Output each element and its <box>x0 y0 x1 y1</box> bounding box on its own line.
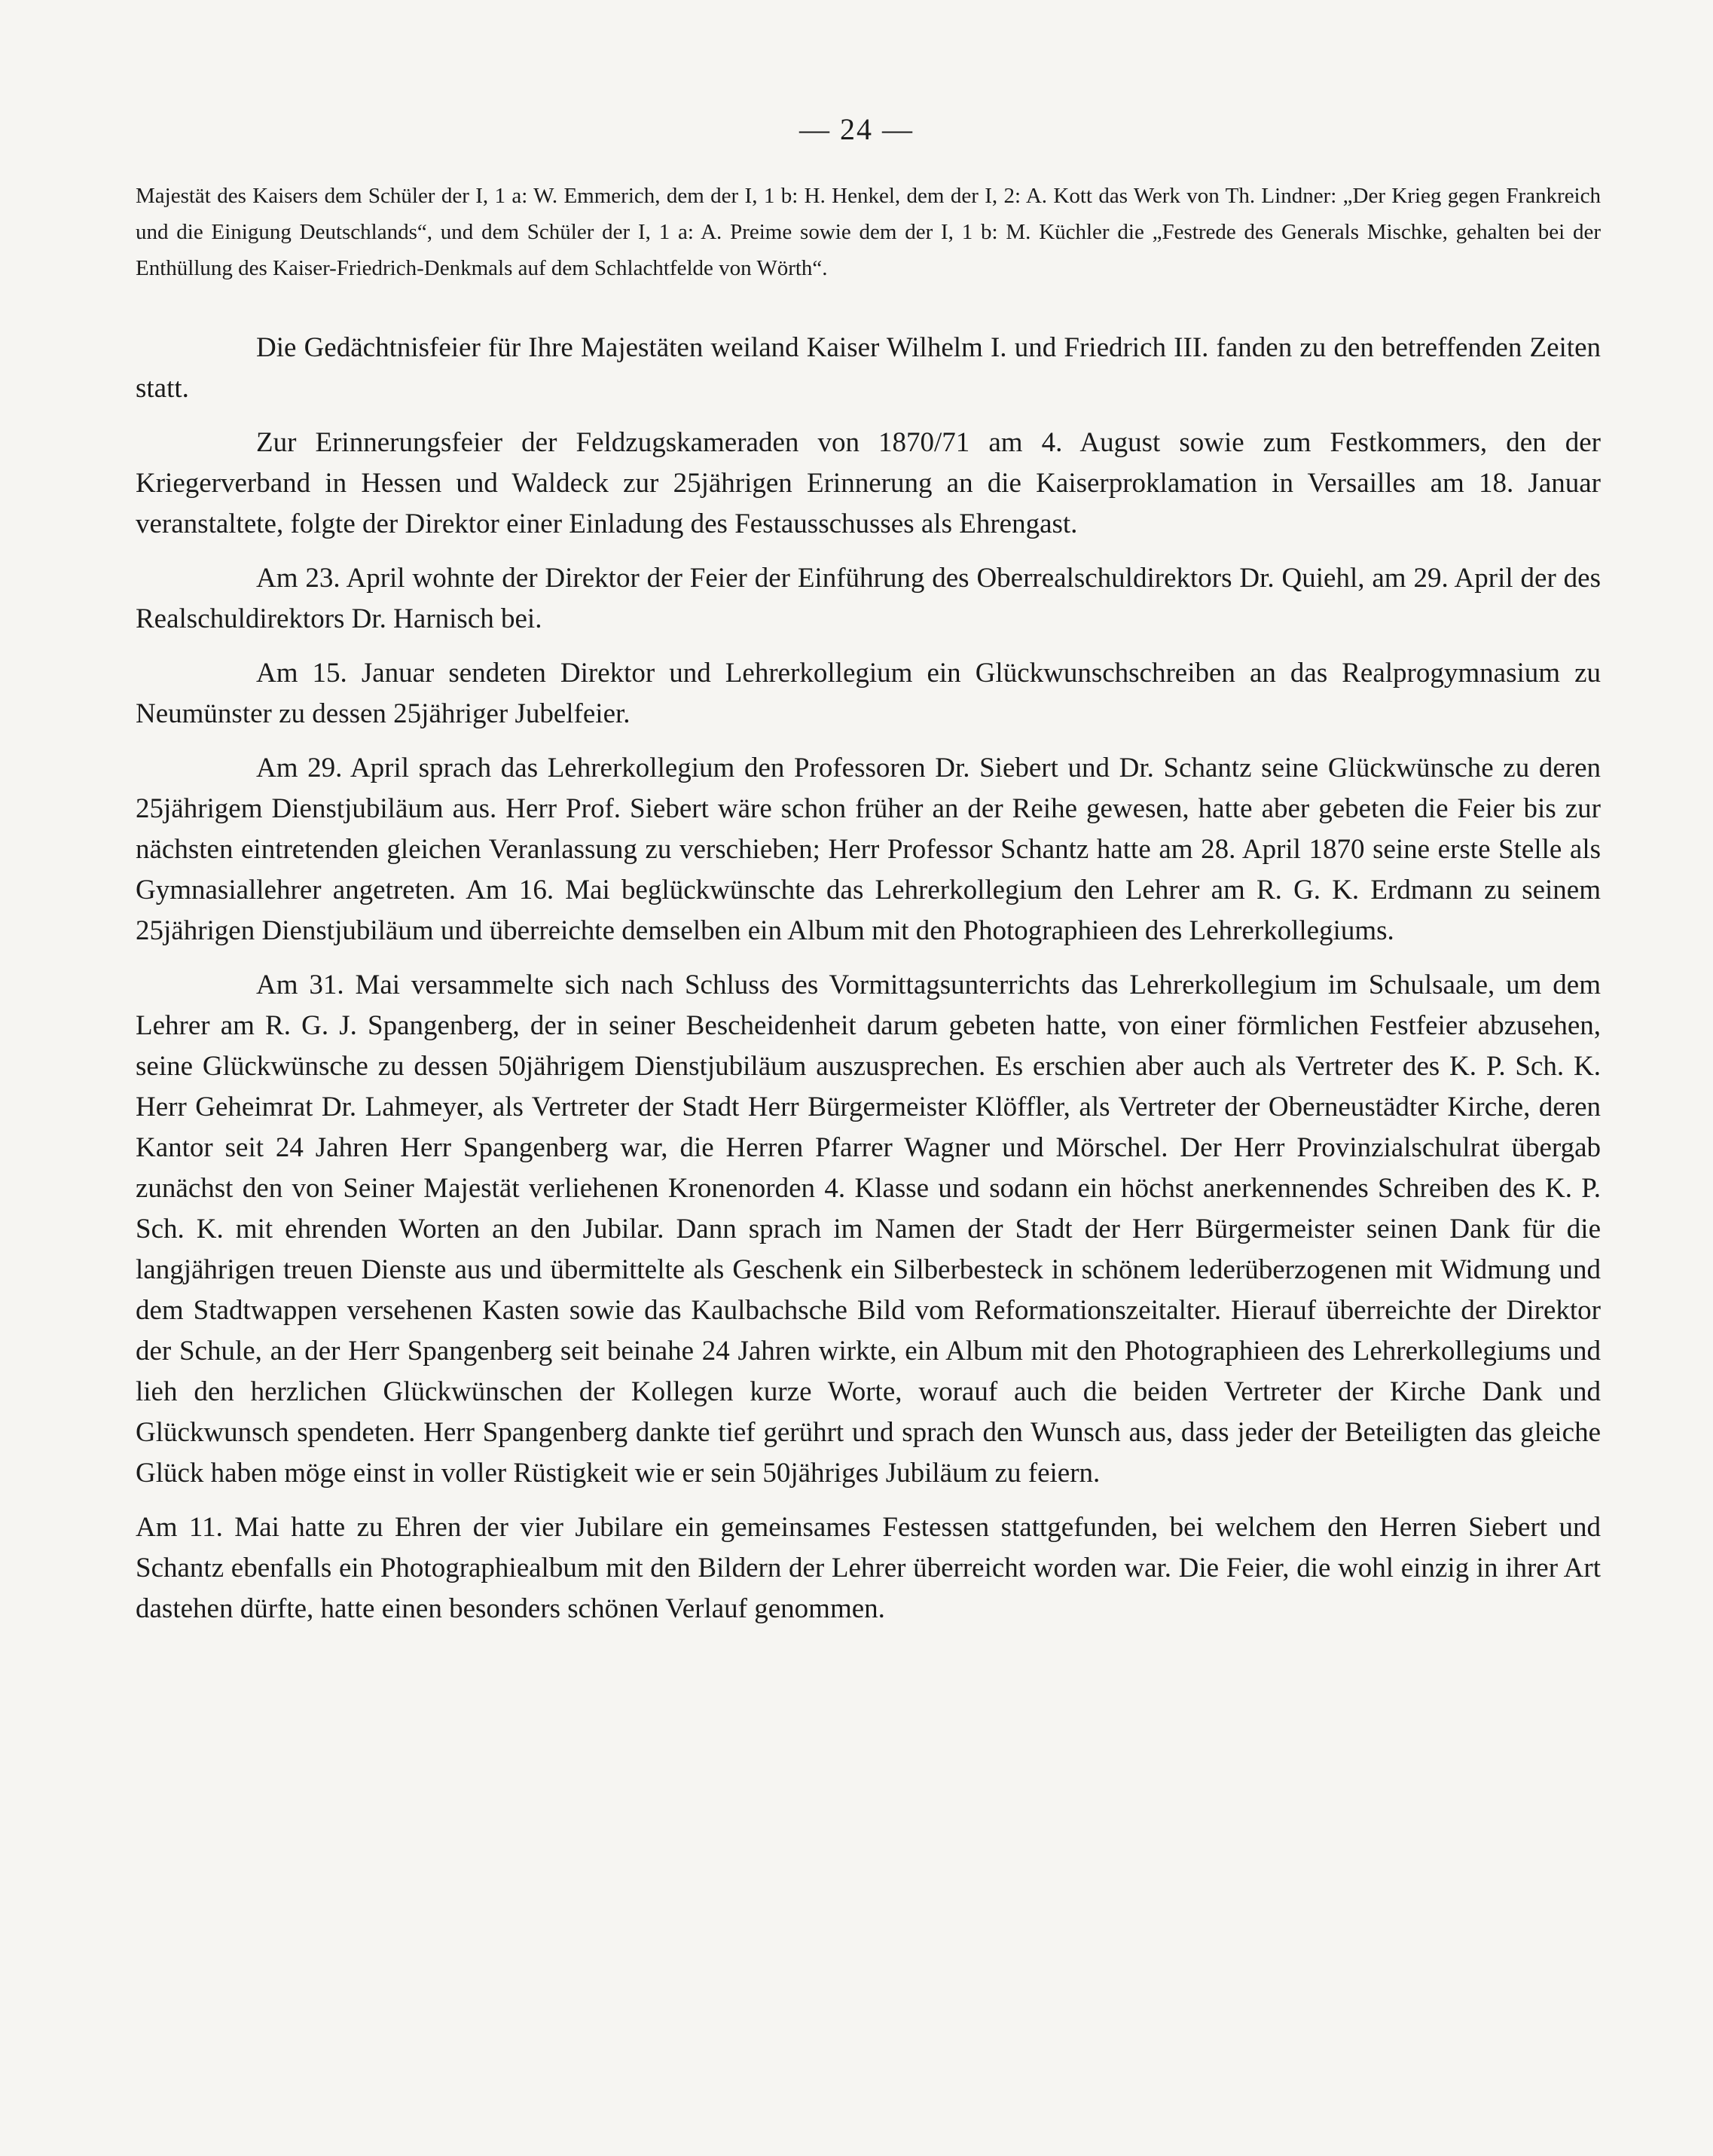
paragraph-jubilee-siebert-schantz: Am 29. April sprach das Lehrerkollegium den Professoren Dr. Siebert und Dr. Schantz seine Glückwünsche zu deren 25jährigem Dienstjubiläum aus. Herr Prof. Siebert wäre schon früher an der Reihe gewesen, hatte aber gebeten die Feier bis zur nächsten eintretenden gleichen Veranlassung zu verschieben; Herr Professor Schantz hatte am 28. April 1870 seine erste Stelle als Gymnasiallehrer angetreten. Am 16. Mai beglückwünschte das Lehrerkollegium den Lehrer am R. G. K. Erdmann zu seinem 25jährigen Dienstjubiläum und überreichte demselben ein Album mit den Photographieen des Lehrerkollegiums. <box>136 753 1601 946</box>
paragraph-director-inauguration: Am 23. April wohnte der Direktor der Feier der Einführung des Oberrealschuldirektors Dr. Quiehl, am 29. April der des Realschuldirektors Dr. Harnisch bei. <box>136 563 1601 634</box>
paragraph-memorial: Die Gedächtnisfeier für Ihre Majestäten weiland Kaiser Wilhelm I. und Friedrich III. fanden zu den betreffenden Zeiten statt. <box>136 332 1601 404</box>
page-number: — 24 — <box>799 112 914 146</box>
paragraph-spangenberg: Am 31. Mai versammelte sich nach Schluss des Vormittagsunterrichts das Lehrerkollegium im Schulsaale, um dem Lehrer am R. G. J. Spangenberg, der in seiner Bescheidenheit darum gebeten hatte, von einer förmlichen Festfeier abzusehen, seine Glückwünsche zu dessen 50jährigem Dienstjubiläum auszusprechen. Es erschien aber auch als Vertreter des K. P. Sch. K. Herr Geheimrat Dr. Lahmeyer, als Vertreter der Stadt Herr Bürgermeister Klöffler, als Vertreter der Oberneustädter Kirche, deren Kantor seit 24 Jahren Herr Spangenberg war, die Herren Pfarrer Wagner und Mörschel. Der Herr Provinzialschulrat übergab zunächst den von Seiner Majestät verliehenen Kronenorden 4. Klasse und sodann ein höchst anerkennendes Schreiben des K. P. Sch. K. mit ehrenden Worten an den Jubilar. Dann sprach im Namen der Stadt der Herr Bürgermeister seinen Dank für die langjährigen treuen Dienste aus und übermittelte als Geschenk ein Silberbesteck in schönem lederüberzogenen mit Widmung und dem Stadtwappen versehenen Kasten sowie das Kaulbachsche Bild vom Reformationszeitalter. Hierauf überreichte der Direktor der Schule, an der Herr Spangenberg seit beinahe 24 Jahren wirkte, ein Album mit den Photographieen des Lehrerkollegiums und lieh den herzlichen Glückwünschen der Kollegen kurze Worte, worauf auch die beiden Vertreter der Kirche Dank und Glückwunsch spendeten. Herr Spangenberg dankte tief gerührt und sprach den Wunsch aus, dass jeder der Beteiligten das gleiche Glück haben möge einst in voller Rüstigkeit wie er sein 50jähriges Jubiläum zu feiern. <box>136 970 1601 1489</box>
paragraph-neumuenster: Am 15. Januar sendeten Direktor und Lehrerkollegium ein Glückwunschschreiben an das Realprogymnasium zu Neumünster zu dessen 25jähriger Jubelfeier. <box>136 658 1601 729</box>
body-text <box>136 328 1601 1643</box>
paragraph-veterans: Zur Erinnerungsfeier der Feldzugskameraden von 1870/71 am 4. August sowie zum Festkommers, den der Kriegerverband in Hessen und Waldeck zur 25jährigen Erinnerung an die Kaiserproklamation in Versailles am 18. Januar veranstaltete, folgte der Direktor einer Einladung des Festausschusses als Ehrengast. <box>136 427 1601 539</box>
intro-small-paragraph: Majestät des Kaisers dem Schüler der I, 1 a: W. Emmerich, dem der I, 1 b: H. Henkel, dem der I, 2: A. Kott das Werk von Th. Lindner: „Der Krieg gegen Frankreich und die Einigung Deutschlands“, und dem Schüler der I, 1 a: A. Preime sowie dem der I, 1 b: M. Küchler die „Festrede des Generals Mischke, gehalten bei der Enthüllung des Kaiser-Friedrich-Denkmals auf dem Schlachtfelde von Wörth“. <box>136 184 1601 280</box>
paragraph-banquet: Am 11. Mai hatte zu Ehren der vier Jubilare ein gemeinsames Festessen stattgefunden, bei welchem den Herren Siebert und Schantz ebenfalls ein Photographiealbum mit den Bildern der Lehrer überreicht worden war. Die Feier, die wohl einzig in ihrer Art dastehen dürfte, hatte einen besonders schönen Verlauf genommen. <box>136 1512 1601 1624</box>
